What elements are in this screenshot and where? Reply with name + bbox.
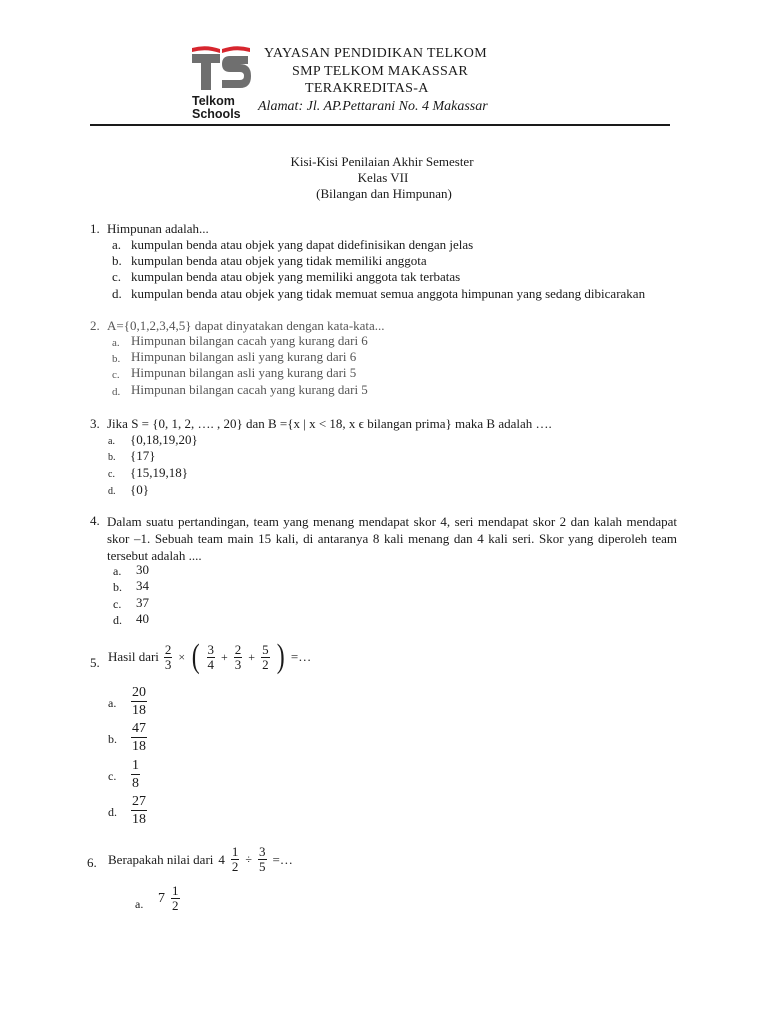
option-text: 37: [136, 595, 149, 610]
fraction: [261, 643, 270, 672]
question-text: Berapakah nilai dari: [108, 851, 214, 867]
numerator: 3: [259, 844, 266, 859]
question-number: 2.: [90, 318, 100, 333]
numerator: 47: [132, 721, 146, 736]
whole-number: 4: [218, 851, 225, 867]
header-school-name: SMP TELKOM MAKASSAR: [292, 64, 469, 79]
denominator: 18: [132, 739, 146, 754]
denominator: 4: [207, 656, 215, 672]
header-accreditation: TERAKREDITAS-A: [305, 81, 429, 96]
option-text: kumpulan benda atau objek yang memiliki anggota tak terbatas: [131, 269, 461, 284]
option-letter: b.: [112, 353, 121, 365]
logo-line-schools: Schools: [192, 107, 241, 121]
fraction: [234, 643, 243, 672]
question-text: Himpunan adalah...: [107, 221, 209, 236]
option-mixed-number: [157, 884, 181, 913]
option-letter: c.: [112, 369, 120, 381]
question-number: 5.: [90, 655, 100, 670]
option-letter: d.: [112, 286, 122, 301]
fraction: [207, 643, 216, 672]
denominator: 2: [172, 898, 179, 913]
operator: +: [248, 649, 256, 664]
equals-ellipsis: =…: [290, 649, 312, 664]
logo-wordmark: [192, 95, 252, 121]
document-title: Kisi-Kisi Penilaian Akhir Semester: [290, 154, 474, 169]
option-text: {0,18,19,20}: [130, 432, 198, 447]
fraction: [164, 643, 173, 672]
option-text: kumpulan benda atau objek yang tidak memuat semua anggota himpunan yang sedang dibicarakan: [131, 286, 646, 301]
paren-close: ): [276, 638, 285, 675]
telkom-logo-mark-icon: [190, 42, 252, 92]
denominator: 18: [132, 812, 146, 827]
option-letter: a.: [113, 564, 122, 578]
whole-number: 7: [158, 890, 165, 906]
option-fraction: [130, 684, 148, 719]
option-letter: d.: [108, 486, 116, 497]
option-letter: d.: [108, 805, 117, 819]
denominator: 18: [132, 703, 146, 718]
operator: ×: [178, 649, 186, 664]
document-topic: (Bilangan dan Himpunan): [316, 186, 452, 201]
option-text: 30: [136, 562, 149, 577]
numerator: 20: [132, 685, 146, 700]
numerator: 2: [234, 641, 242, 657]
fraction: [231, 845, 240, 874]
option-text: 40: [136, 611, 149, 626]
option-text: kumpulan benda atau objek yang dapat didefinisikan dengan jelas: [131, 237, 474, 252]
denominator: 5: [259, 859, 266, 874]
option-letter: a.: [135, 897, 144, 911]
equals-ellipsis: =…: [272, 851, 293, 867]
question-expression: [108, 845, 294, 874]
header-divider: [90, 124, 670, 126]
numerator: 5: [262, 641, 269, 657]
question-text: Dalam suatu pertandingan, team yang menang mendapat skor 4, seri mendapat skor 2 dan kalah mendapat skor –1. Sebuah team main 15 kali, di antaranya 8 kali menang dan 4 kali seri. Skor yang diperoleh team tersebut adalah ....: [107, 514, 677, 563]
option-letter: a.: [112, 237, 122, 252]
option-letter: a.: [108, 436, 115, 447]
option-letter: b.: [112, 253, 122, 268]
question-expression: [108, 640, 312, 674]
option-letter: b.: [108, 452, 116, 463]
option-text: {0}: [130, 482, 149, 497]
option-fraction: [130, 793, 148, 828]
option-letter: c.: [113, 597, 122, 611]
denominator: 3: [234, 656, 242, 672]
question-text: Hasil dari: [108, 649, 159, 664]
header-address: Alamat: Jl. AP.Pettarani No. 4 Makassar: [258, 99, 488, 114]
logo-line-telkom: Telkom: [192, 94, 235, 108]
numerator: 27: [132, 794, 146, 809]
denominator: 3: [164, 656, 172, 672]
option-letter: a.: [112, 337, 120, 349]
option-fraction: [130, 720, 148, 755]
question-text: Jika S = {0, 1, 2, …. , 20} dan B ={x | x < 18, x ϵ bilangan prima} maka B adalah ….: [107, 416, 552, 431]
fraction: [258, 845, 267, 874]
numerator: 1: [172, 883, 179, 898]
document-class: Kelas VII: [357, 170, 409, 185]
numerator: 2: [164, 641, 172, 657]
option-letter: c.: [108, 469, 115, 480]
question-text: A={0,1,2,3,4,5} dapat dinyatakan dengan kata-kata...: [107, 318, 385, 333]
numerator: 1: [132, 758, 139, 773]
question-number: 3.: [90, 416, 100, 431]
option-letter: b.: [113, 580, 122, 594]
option-letter: c.: [108, 769, 117, 783]
option-fraction: [130, 757, 141, 792]
denominator: 2: [262, 656, 269, 672]
option-text: {15,19,18}: [130, 465, 188, 480]
option-letter: d.: [112, 386, 121, 398]
option-text: 34: [136, 578, 149, 593]
option-letter: d.: [113, 613, 122, 627]
denominator: 8: [132, 776, 139, 791]
option-text: Himpunan bilangan asli yang kurang dari 5: [131, 365, 357, 380]
denominator: 2: [231, 859, 239, 874]
question-number: 1.: [90, 221, 100, 236]
numerator: 1: [231, 844, 239, 859]
option-text: Himpunan bilangan cacah yang kurang dari 6: [131, 333, 368, 348]
option-letter: c.: [112, 269, 122, 284]
option-text: {17}: [130, 448, 156, 463]
option-letter: a.: [108, 696, 117, 710]
paren-open: (: [191, 638, 200, 675]
option-letter: b.: [108, 732, 117, 746]
operator: +: [221, 649, 228, 664]
question-number: 6.: [87, 855, 97, 870]
header-foundation-name: YAYASAN PENDIDIKAN TELKOM: [264, 46, 487, 61]
option-text: Himpunan bilangan asli yang kurang dari 6: [131, 349, 357, 364]
option-text: kumpulan benda atau objek yang tidak memiliki anggota: [131, 253, 427, 268]
question-number: 4.: [90, 513, 100, 528]
operator: ÷: [245, 852, 252, 866]
option-text: Himpunan bilangan cacah yang kurang dari 5: [131, 382, 368, 397]
numerator: 3: [207, 641, 215, 657]
